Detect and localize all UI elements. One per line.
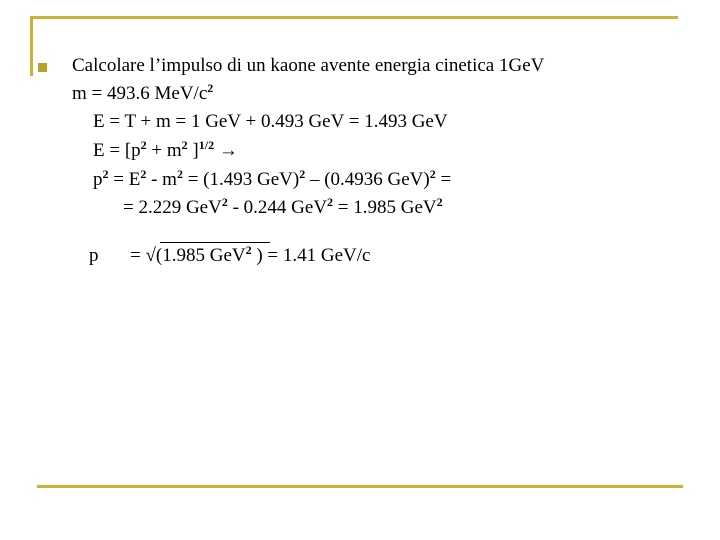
momentum-result: = √(1.985 GeV$^2$ ) = 1.41 GeV/c	[130, 243, 371, 266]
momentum-label: p	[89, 245, 99, 266]
energy-line: E = T + m = 1 GeV + 0.493 GeV = 1.493 GeV	[93, 111, 448, 132]
square-root-overbar	[160, 242, 270, 243]
relation-line: $E = [p^2 + m^2$ ]$^{1/2}$ →	[93, 138, 238, 161]
mass-line: m = 493.6 MeV/$c^2$	[72, 81, 214, 104]
bottom-rule	[37, 485, 683, 488]
top-rule	[30, 16, 678, 19]
square-bullet-icon	[38, 63, 47, 72]
momentum-squared-result: = 2.229 GeV$^2$ - 0.244 GeV$^2$ = 1.985 GeV$^2$	[123, 195, 443, 218]
problem-statement: Calcolare l’impulso di un kaone avente energia cinetica 1GeV	[72, 55, 545, 76]
momentum-squared-line: $p^2 = E^2 - m^2 = (1.493$ GeV)$^2$ – (0.4936 GeV)$^2$ =	[93, 167, 452, 190]
left-rule	[30, 16, 33, 76]
